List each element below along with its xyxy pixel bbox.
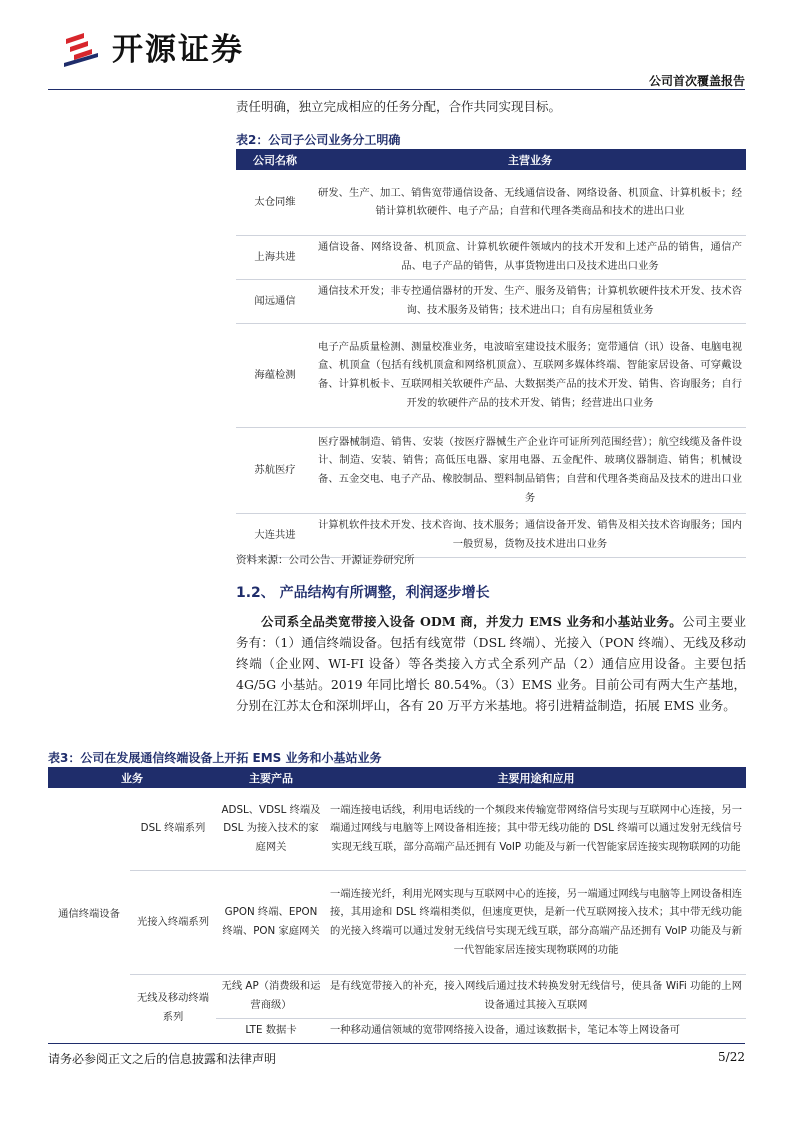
category-cell: 通信终端设备 xyxy=(58,908,120,921)
table-row xyxy=(236,513,746,557)
page-header xyxy=(0,0,793,95)
group-name: DSL 终端系列 xyxy=(130,788,216,870)
page-number: 5/22 xyxy=(718,1050,745,1064)
company-business: 研发、生产、加工、销售宽带通信设备、无线通信设备、网络设备、机顶盒、计算机板卡；经销计算机软硬件、电子产品；自营和代理各类商品和技术的进出口业 xyxy=(314,170,746,235)
usage-cell: 一端连接光纤，利用光网实现与互联网中心的连接，另一端通过网线与电脑等上网设备相连接，其用途和 DSL 终端相类似，但速度更快，是新一代互联网接入技术；其中带无线功能的光接入终端可以通过发射无线信号实现无线互联，部分高端产品还拥有 VoIP 功能及与新一代智能家居连接实现物联网的功能 xyxy=(326,870,746,974)
table3-col-business: 业务 xyxy=(48,767,216,788)
table3-header-row xyxy=(48,767,746,788)
usage-cell: 是有线宽带接入的补充，接入网线后通过技术转换发射无线信号，使具备 WiFi 功能的上网设备通过其接入互联网 xyxy=(326,974,746,1018)
company-name: 太仓同维 xyxy=(236,170,314,235)
company-name: 海蕴检测 xyxy=(236,323,314,427)
table-row xyxy=(236,235,746,279)
table-row xyxy=(48,974,746,1018)
section-body xyxy=(236,611,746,716)
table3-caption: 表3：公司在发展通信终端设备上开拓 EMS 业务和小基站业务 xyxy=(48,751,382,765)
footer-rule xyxy=(48,1043,745,1044)
table2-caption: 表2：公司子公司业务分工明确 xyxy=(236,133,401,147)
section-heading: 1.2、 产品结构有所调整，利润逐步增长 xyxy=(236,585,490,601)
company-name: 闻远通信 xyxy=(236,279,314,323)
intro-line: 责任明确，独立完成相应的任务分配，合作共同实现目标。 xyxy=(236,99,562,114)
table-row xyxy=(48,788,746,870)
usage-cell: 一端连接电话线，利用电话线的一个频段来传输宽带网络信号实现与互联网中心连接，另一端通过网线与电脑等上网设备相连接；其中带无线功能的 DSL 终端可以通过发射无线信号实现无线互联，部分高端产品还拥有 VoIP 功能及与新一代智能家居连接实现物联网的功能 xyxy=(326,788,746,870)
footer-disclaimer: 请务必参阅正文之后的信息披露和法律声明 xyxy=(48,1052,277,1066)
product-cell: LTE 数据卡 xyxy=(245,1023,297,1036)
table-row xyxy=(236,279,746,323)
table-row xyxy=(236,323,746,427)
table-row xyxy=(236,427,746,513)
report-type: 公司首次覆盖报告 xyxy=(648,74,745,88)
usage-cell: 一种移动通信领域的宽带网络接入设备，通过该数据卡，笔记本等上网设备可 xyxy=(330,1023,681,1036)
table2-col-business: 主营业务 xyxy=(314,149,746,170)
company-business: 通信技术开发；非专控通信器材的开发、生产、服务及销售；计算机软硬件技术开发、技术咨询、技术服务及销售；技术进出口；自有房屋租赁业务 xyxy=(314,279,746,323)
table2-header-row xyxy=(236,149,746,170)
company-name: 上海共进 xyxy=(236,235,314,279)
product-cell: ADSL、VDSL 终端及 DSL 为接入技术的家庭网关 xyxy=(216,788,326,870)
product-cell: 无线 AP（消费级和运营商级） xyxy=(216,974,326,1018)
company-business: 医疗器械制造、销售、安装（按医疗器械生产企业许可证所列范围经营）；航空线缆及备件设计、制造、安装、销售；高低压电器、家用电器、五金配件、玻璃仪器制造、销售；机械设备、五金交电、电子产品、橡胶制品、塑料制品销售；自营和代理各类商品及技术的进出口业务 xyxy=(314,427,746,513)
company-business: 通信设备、网络设备、机顶盒、计算机软硬件领域内的技术开发和上述产品的销售，通信产品、电子产品的销售，从事货物进出口及技术进出口业务 xyxy=(314,235,746,279)
company-business: 电子产品质量检测、测量校准业务，电波暗室建设技术服务；宽带通信（讯）设备、电脑电视盒、机顶盒（包括有线机顶盒和网络机顶盒）、互联网多媒体终端、智能家居设备、可穿戴设备、计算机板卡、互联网相关软硬件产品、大数据类产品的技术开发、销售、咨询服务；自行开发的软硬件产品的技术开发、销售；经营进出口业务 xyxy=(314,323,746,427)
company-name: 大连共进 xyxy=(236,513,314,557)
table2-col-company: 公司名称 xyxy=(236,149,314,170)
group-name: 光接入终端系列 xyxy=(130,870,216,974)
table3 xyxy=(48,767,746,1041)
company-name: 苏航医疗 xyxy=(236,427,314,513)
group-name: 无线及移动终端系列 xyxy=(136,992,210,1023)
section-text: 公司主要业务有：（1）通信终端设备。包括有线宽带（DSL 终端）、光接入（PON 终端）、无线及移动终端（企业网、WI-FI 设备）等各类接入方式全系列产品（2）通信应用设备。主要包括 4G/5G 小基站。2019 年同比增长 80.54%。（3）EMS 业务。目前公司有两大生产基地，分别在江苏太仓和深圳坪山，各有 20 万平方米基地。将引进精益制造，拓展 EMS 业务。 xyxy=(236,614,746,713)
table2 xyxy=(236,149,746,558)
brand-logo xyxy=(62,24,244,69)
product-cell: GPON 终端、EPON 终端、PON 家庭网关 xyxy=(216,870,326,974)
section-lead: 公司系全品类宽带接入设备 ODM 商，并发力 EMS 业务和小基站业务。 xyxy=(261,614,683,629)
company-business: 计算机软件技术开发、技术咨询、技术服务；通信设备开发、销售及相关技术咨询服务；国内一般贸易，货物及技术进出口业务 xyxy=(314,513,746,557)
table3-col-product: 主要产品 xyxy=(216,767,326,788)
table2-source: 资料来源：公司公告、开源证券研究所 xyxy=(236,554,415,566)
table-row xyxy=(236,170,746,235)
header-rule xyxy=(48,89,745,90)
logo-text: 开源证券 xyxy=(112,32,244,68)
logo-mark-icon xyxy=(62,25,102,69)
table3-col-usage: 主要用途和应用 xyxy=(326,767,746,788)
table-row xyxy=(48,870,746,974)
